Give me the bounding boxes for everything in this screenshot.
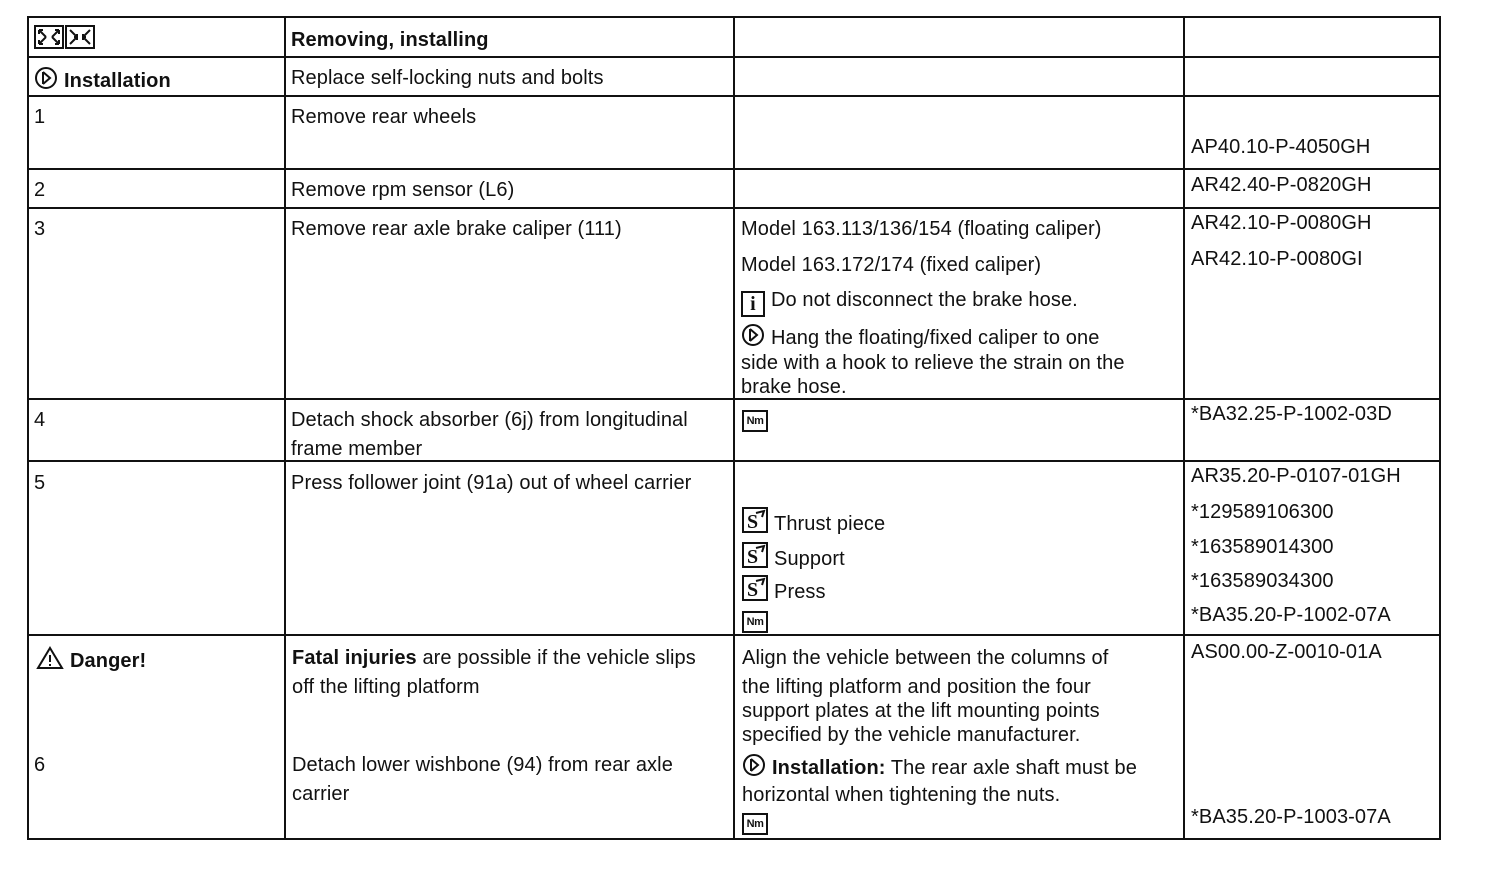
special-tool-item: S Thrust piece	[742, 507, 885, 539]
reference-link[interactable]: *BA35.20-P-1003-07A	[1191, 806, 1391, 828]
removal-install-icon	[34, 25, 96, 55]
warning-triangle-icon	[36, 646, 64, 676]
reference-link[interactable]: *163589034300	[1191, 570, 1334, 592]
step-action: Press follower joint (91a) out of wheel carrier	[291, 472, 692, 494]
reference-link[interactable]: AR42.10-P-0080GI	[1191, 248, 1363, 270]
table-border-right	[1439, 16, 1441, 840]
reference-link[interactable]: AP40.10-P-4050GH	[1191, 136, 1371, 158]
installation-label: Installation	[34, 66, 171, 96]
installation-hint: Hang the floating/fixed caliper to one	[741, 323, 1099, 353]
special-tool-icon	[742, 575, 768, 607]
danger-label: Danger!	[36, 646, 146, 676]
reference-link[interactable]: AR35.20-P-0107-01GH	[1191, 465, 1401, 487]
step-number: 1	[34, 106, 46, 128]
reference-link[interactable]: *163589014300	[1191, 536, 1334, 558]
model-note: Model 163.172/174 (fixed caliper)	[741, 254, 1042, 276]
info-note: i Do not disconnect the brake hose.	[741, 288, 1078, 317]
step-action: Detach shock absorber (6j) from longitudinal	[291, 409, 688, 431]
torque-icon: Nm	[742, 809, 768, 835]
reference-link[interactable]: AR42.10-P-0080GH	[1191, 212, 1372, 234]
page-title: Removing, installing	[291, 29, 489, 51]
step-action: Remove rear wheels	[291, 106, 477, 128]
danger-text: Fatal injuries are possible if the vehicle slips	[292, 647, 696, 669]
svg-text:S: S	[747, 579, 759, 601]
torque-icon: Nm	[742, 406, 768, 432]
torque-icon: Nm	[742, 607, 768, 633]
info-icon: i	[741, 291, 765, 317]
model-note: Model 163.113/136/154 (floating caliper)	[741, 218, 1102, 240]
step-number: 2	[34, 179, 46, 201]
step-action: Detach lower wishbone (94) from rear axle	[292, 754, 673, 776]
special-tool-icon	[742, 507, 768, 539]
step-action: Remove rpm sensor (L6)	[291, 179, 515, 201]
installation-hint: Installation: The rear axle shaft must be	[742, 753, 1137, 783]
installation-hint-line: side with a hook to relieve the strain on the	[741, 352, 1125, 374]
step-action-line: frame member	[291, 438, 423, 460]
step-number: 4	[34, 409, 46, 431]
danger-note: Align the vehicle between the columns of	[742, 647, 1109, 669]
danger-note: support plates at the lift mounting points	[742, 700, 1100, 722]
special-tool-item: S Support	[742, 542, 845, 574]
reference-link[interactable]: *BA32.25-P-1002-03D	[1191, 403, 1392, 425]
danger-note: the lifting platform and position the four	[742, 676, 1091, 698]
col-divider	[27, 16, 29, 840]
danger-note: specified by the vehicle manufacturer.	[742, 724, 1081, 746]
installation-hint-line: horizontal when tightening the nuts.	[742, 784, 1061, 806]
installation-hint-line: brake hose.	[741, 376, 847, 398]
installation-icon	[34, 66, 58, 96]
step-number: 5	[34, 472, 46, 494]
svg-text:S: S	[747, 546, 759, 568]
col-divider	[284, 16, 286, 840]
step-number: 6	[34, 754, 46, 776]
reference-link[interactable]: *129589106300	[1191, 501, 1334, 523]
svg-text:S: S	[747, 511, 759, 533]
step-action-line: carrier	[292, 783, 350, 805]
installation-note-text: Replace self-locking nuts and bolts	[291, 67, 604, 89]
reference-link[interactable]: *BA35.20-P-1002-07A	[1191, 604, 1391, 626]
special-tool-item: S Press	[742, 575, 826, 607]
installation-icon	[741, 323, 765, 353]
col-divider	[1183, 16, 1185, 840]
danger-text-line: off the lifting platform	[292, 676, 480, 698]
col-divider	[733, 16, 735, 840]
special-tool-icon	[742, 542, 768, 574]
step-action: Remove rear axle brake caliper (111)	[291, 218, 622, 240]
step-number: 3	[34, 218, 46, 240]
installation-icon	[742, 753, 766, 783]
reference-link[interactable]: AR42.40-P-0820GH	[1191, 174, 1372, 196]
reference-link[interactable]: AS00.00-Z-0010-01A	[1191, 641, 1382, 663]
